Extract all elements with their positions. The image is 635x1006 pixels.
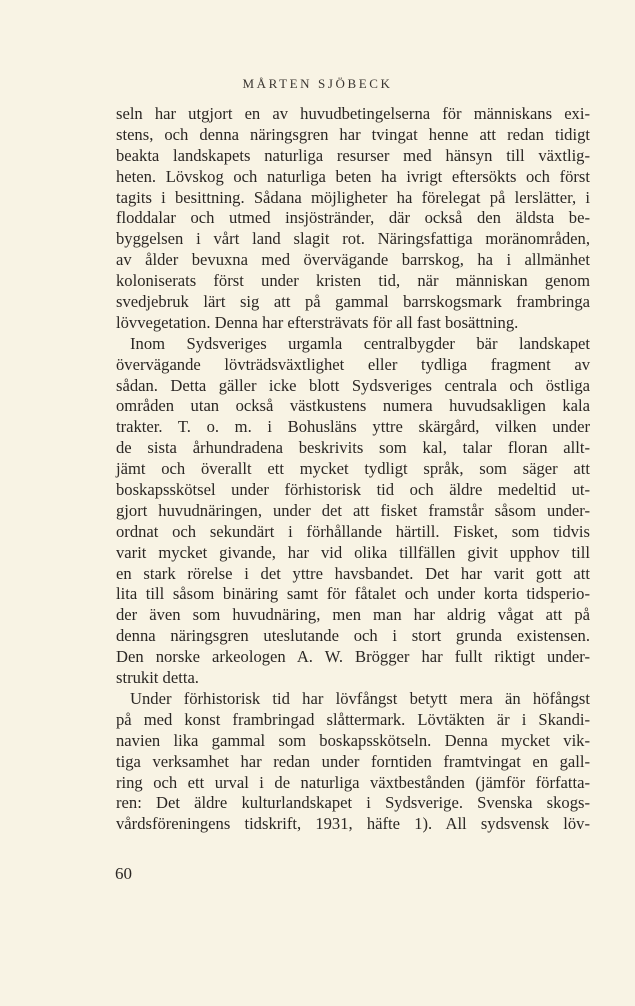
text-line: trakter. T. o. m. i Bohusläns yttre skärgård, vilken under — [116, 417, 590, 437]
text-line: koloniserats först under kristen tid, när människan genom — [116, 271, 590, 291]
body-text — [116, 104, 590, 835]
text-line: floddalar och utmed insjöstränder, där också den äldsta be- — [116, 208, 590, 228]
text-line: ring och ett urval i de naturliga växtbestånden (jämför författa- — [116, 772, 590, 792]
text-line: tagits i besittning. Sådana möjligheter ha förelegat på lerslätter, i — [116, 187, 590, 207]
text-line: lövvegetation. Denna har eftersträvats för all fast bosättning. — [116, 312, 519, 332]
text-line: heten. Lövskog och naturliga beten ha ivrigt eftersökts och först — [116, 166, 590, 186]
paragraph — [116, 334, 590, 689]
text-line: de sista århundradena beskrivits som kal, talar floran allt- — [116, 438, 590, 458]
text-line: en stark rörelse i det yttre havsbandet. Det har varit gott att — [116, 563, 590, 583]
running-head: MÅRTEN SJÖBECK — [242, 76, 393, 91]
text-line: der även som huvudnäring, men man har aldrig vågat att på — [116, 605, 590, 625]
text-line: svedjebruk lärt sig att på gammal barrskogsmark frambringa — [116, 292, 590, 312]
page-number: 60 — [115, 864, 132, 883]
text-line: ordnat och sekundärt i förhållande härtill. Fisket, som tidvis — [116, 521, 590, 541]
text-line: av ålder bevuxna med övervägande barrskog, ha i allmänhet — [116, 250, 590, 270]
text-line: byggelsen i vårt land slagit rot. Näringsfattiga moränområden, — [116, 229, 590, 249]
text-line: sådan. Detta gäller icke blott Sydsveriges centrala och östliga — [116, 375, 590, 395]
text-line: övervägande lövträdsväxtlighet eller tydliga fragment av — [116, 354, 590, 374]
text-line: Den norske arkeologen A. W. Brögger har fullt riktigt under- — [116, 647, 590, 667]
text-line: lita till såsom binäring samt för fåtalet och under korta tidsperio- — [116, 584, 590, 604]
text-line: strukit detta. — [116, 668, 199, 688]
paragraph — [116, 689, 590, 835]
text-line: boskapsskötsel under förhistorisk tid och äldre medeltid ut- — [116, 480, 590, 500]
text-line: jämt och överallt ett mycket tydligt språk, som säger att — [116, 459, 590, 479]
text-line: denna näringsgren uteslutande och i stort grunda existensen. — [116, 626, 590, 646]
text-line: på med konst frambringad slåttermark. Lövtäkten är i Skandi- — [116, 709, 590, 729]
text-line: seln har utgjort en av huvudbetingelserna för människans exi- — [116, 104, 590, 123]
text-line: beakta landskapets naturliga resurser med hänsyn till växtlig- — [116, 145, 590, 165]
text-line: gjort huvudnäringen, under det att fisket framstår såsom under- — [116, 500, 590, 520]
text-line: områden utan också västkustens numera huvudsakligen kala — [116, 396, 590, 416]
text-line: Inom Sydsveriges urgamla centralbygder bär landskapet — [130, 333, 590, 353]
text-line: vårdsföreningens tidskrift, 1931, häfte 1). All sydsvensk löv- — [116, 814, 590, 834]
text-line: varit mycket givande, har vid olika tillfällen givit upphov till — [116, 542, 590, 562]
text-line: Under förhistorisk tid har lövfångst betytt mera än höfångst — [130, 688, 590, 708]
text-line: tiga verksamhet har redan under forntiden framtvingat en gall- — [116, 751, 590, 771]
paragraph — [116, 104, 590, 334]
text-line: stens, och denna näringsgren har tvingat henne att redan tidigt — [116, 124, 590, 144]
text-line: ren: Det äldre kulturlandskapet i Sydsverige. Svenska skogs- — [116, 793, 590, 813]
text-line: navien lika gammal som boskapsskötseln. Denna mycket vik- — [116, 730, 590, 750]
